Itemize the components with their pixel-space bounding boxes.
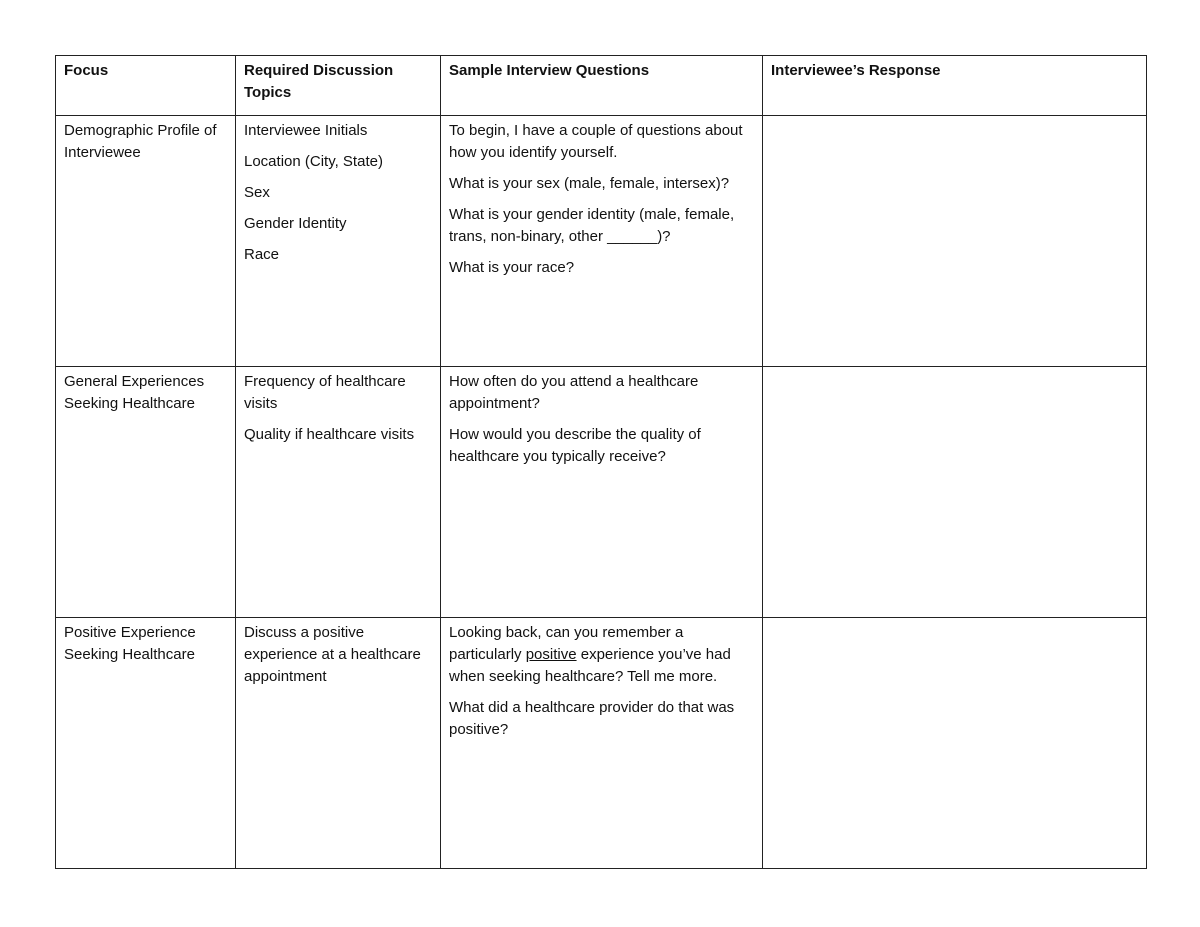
question-text-before: Looking back, can you remember a particularly [449, 624, 684, 663]
question-item: What is your sex (male, female, intersex)? [449, 175, 730, 192]
interview-guide-table [55, 55, 1147, 869]
question-text-after: experience you’ve had when seeking healthcare? Tell me more. [449, 646, 731, 685]
response-cell[interactable] [763, 618, 1147, 869]
topic-item: Sex [244, 184, 270, 201]
questions-cell [441, 367, 763, 618]
table-row [56, 367, 1147, 618]
header-sample-questions: Sample Interview Questions [441, 56, 763, 116]
header-interviewee-response: Interviewee’s Response [763, 56, 1147, 116]
topic-item: Location (City, State) [244, 153, 383, 170]
question-item: To begin, I have a couple of questions about how you identify yourself. [449, 122, 743, 161]
question-item: How often do you attend a healthcare appointment? [449, 373, 699, 412]
topics-cell [236, 618, 441, 869]
response-cell[interactable] [763, 116, 1147, 367]
table-row [56, 116, 1147, 367]
header-focus: Focus [56, 56, 236, 116]
topic-item: Interviewee Initials [244, 122, 368, 139]
question-item: What is your gender identity (male, female, trans, non-binary, other ______)? [449, 206, 735, 245]
question-underlined-word: positive [525, 646, 577, 663]
question-item: What is your race? [449, 259, 575, 276]
topics-cell [236, 116, 441, 367]
topic-item: Discuss a positive experience at a healthcare appointment [244, 624, 421, 685]
topic-item: Race [244, 246, 280, 263]
topic-item: Frequency of healthcare visits [244, 373, 406, 412]
topic-item: Gender Identity [244, 215, 347, 232]
topic-item: Quality if healthcare visits [244, 426, 415, 443]
question-item [449, 622, 755, 688]
question-item: What did a healthcare provider do that was positive? [449, 699, 735, 738]
table-row [56, 618, 1147, 869]
table-header-row [56, 56, 1147, 116]
response-cell[interactable] [763, 367, 1147, 618]
focus-cell: Demographic Profile of Interviewee [56, 116, 236, 367]
focus-cell: Positive Experience Seeking Healthcare [56, 618, 236, 869]
questions-cell [441, 618, 763, 869]
topics-cell [236, 367, 441, 618]
focus-cell: General Experiences Seeking Healthcare [56, 367, 236, 618]
header-required-topics: Required Discussion Topics [236, 56, 441, 116]
question-item: How would you describe the quality of healthcare you typically receive? [449, 426, 701, 465]
questions-cell [441, 116, 763, 367]
